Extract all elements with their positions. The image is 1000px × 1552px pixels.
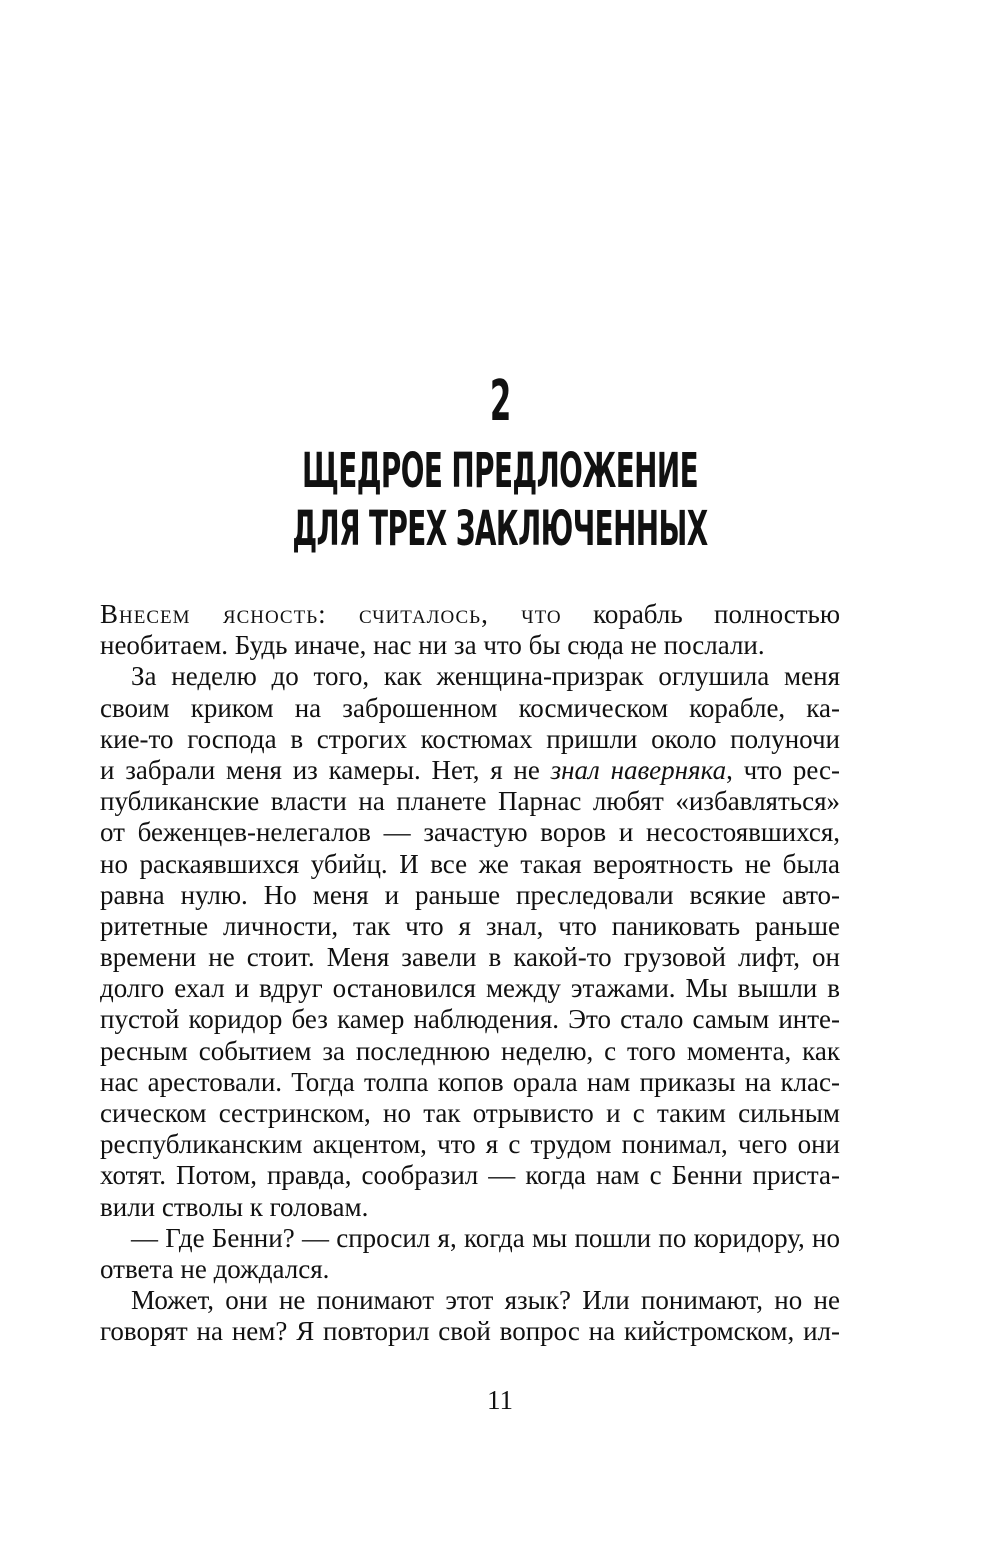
text-line: Может, они не понимают этот язык? Или понимают, но не — [131, 1285, 840, 1316]
text-segment: и забрали меня из камеры. Нет, я не — [100, 754, 551, 785]
text-line — [100, 599, 840, 630]
body-text — [100, 599, 840, 1348]
text-line: За неделю до того, как женщина-призрак оглушила меня — [131, 661, 840, 692]
text-line: но раскаявшихся убийц. И все же такая вероятность не была — [100, 848, 840, 879]
text-line: ресным событием за последнюю неделю, с того момента, как — [100, 1035, 840, 1066]
text-line: необитаем. Будь иначе, нас ни за что бы сюда не послали. — [100, 630, 765, 661]
text-line: пустой коридор без камер наблюдения. Это стало самым инте- — [100, 1004, 840, 1035]
text-line: нас арестовали. Тогда толпа копов орала нам приказы на клас- — [100, 1066, 840, 1097]
chapter-title-line-1: ЩЕДРОЕ ПРЕДЛОЖЕНИЕ — [301, 443, 699, 499]
lead-in-rest: корабль полностью — [561, 599, 840, 629]
text-line: ответа не дождался. — [100, 1253, 330, 1284]
text-line: вили стволы к головам. — [100, 1191, 369, 1222]
text-line: сическом сестринском, но так отрывисто и с таким сильным — [100, 1098, 840, 1128]
text-line: — Где Бенни? — спросил я, когда мы пошли по коридору, но — [131, 1222, 840, 1253]
text-line: кие-то господа в строгих костюмах пришли около полуночи — [100, 723, 840, 754]
text-line: своим криком на заброшенном космическом корабле, ка- — [100, 692, 840, 723]
text-line: республиканским акцентом, что я с трудом понимал, чего они — [100, 1129, 840, 1160]
text-line: времени не стоит. Меня завели в какой-то грузовой лифт, он — [100, 942, 840, 973]
chapter-title — [0, 442, 1000, 558]
lead-in-smallcaps: Внесем ясность: считалось, что — [100, 599, 562, 629]
text-line: долго ехал и вдруг остановился между этажами. Мы вышли в — [100, 973, 840, 1004]
text-line: публиканские власти на планете Парнас любят «избавляться» — [100, 786, 840, 817]
chapter-title-line-2: ДЛЯ ТРЕХ ЗАКЛЮЧЕННЫХ — [292, 501, 708, 557]
text-line: хотят. Потом, правда, сообразил — когда нам с Бенни приста- — [100, 1160, 840, 1191]
text-line: ритетные личности, так что я знал, что паниковать раньше — [100, 910, 840, 941]
chapter-number: 2 — [489, 369, 511, 434]
page-number: 11 — [487, 1385, 513, 1415]
emphasis-italic: знал наверняка — [550, 754, 727, 785]
text-segment: , что рес- — [726, 754, 840, 785]
text-line: равна нулю. Но меня и раньше преследовали всякие авто- — [100, 879, 840, 910]
text-line: говорят на нем? Я повторил свой вопрос на кийстромском, ил- — [100, 1316, 840, 1347]
text-line: от беженцев-нелегалов — зачастую воров и несостоявшихся, — [100, 817, 840, 848]
text-line — [100, 755, 840, 786]
